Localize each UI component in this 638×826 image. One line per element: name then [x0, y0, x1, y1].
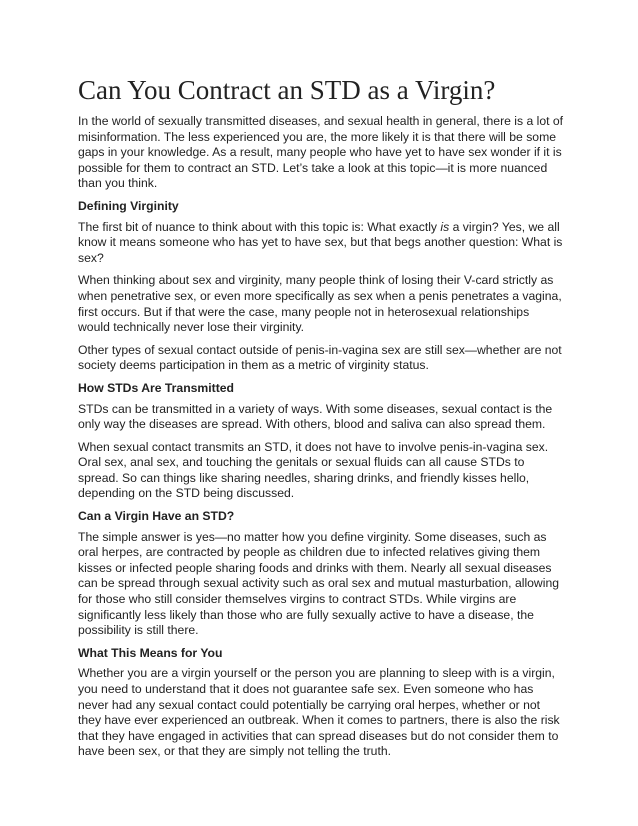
virginity-paragraph-1-start: The first bit of nuance to think about with this topic is: What exactly — [78, 219, 441, 234]
section-heading-transmission: How STDs Are Transmitted — [78, 380, 234, 395]
transmission-paragraph-1: STDs can be transmitted in a variety of ways. With some diseases, sexual contact is the only way the diseases are spread. With others, blood and saliva can also spread them. — [78, 401, 553, 432]
section-heading-virgin-std: Can a Virgin Have an STD? — [78, 509, 235, 524]
virginity-paragraph-3: Other types of sexual contact outside of penis-in-vagina sex are still sex—whether are not society deems participation in them as a metric of virginity status. — [78, 342, 562, 373]
article-title: Can You Contract an STD as a Virgin? — [78, 75, 496, 105]
article-body — [78, 74, 564, 767]
section-heading-defining-virginity: Defining Virginity — [78, 198, 179, 213]
virginity-paragraph-2: When thinking about sex and virginity, many people think of losing their V-card strictly as when penetrative sex, or even more specifically as sex when a penis penetrates a vagina, first occurs. But if that were the case, many people not in heterosexual relationships would technically never lose their virginity. — [78, 273, 562, 335]
emphasis-is: is — [440, 219, 450, 234]
intro-paragraph: In the world of sexually transmitted diseases, and sexual health in general, there is a lot of misinformation. The less experienced you are, the more likely it is that there will be some gaps in your knowledge. As a result, many people who have yet to have sex wonder if it is possible for them to contract an STD. Let’s take a look at this topic—it is more nuanced than you think. — [78, 114, 564, 191]
what-this-means-paragraph: Whether you are a virgin yourself or the person you are planning to sleep with is a virgin, you need to understand that it does not guarantee safe sex. Even someone who has never had any sexual contact could potentially be carrying oral herpes, whether or not they have ever experienced an outbreak. When it comes to partners, there is also the risk that they have engaged in activities that can spread diseases but do not consider them to have been sex, or that they are simply not telling the truth. — [78, 666, 560, 759]
transmission-paragraph-2: When sexual contact transmits an STD, it does not have to involve penis-in-vagina sex. Oral sex, anal sex, and touching the genitals or sexual fluids can all cause STDs to spread. So can things like sharing needles, sharing drinks, and friendly kisses hello, depending on the STD being discussed. — [78, 439, 549, 501]
virginity-paragraph-1-end: a virgin? Yes, we all know it means someone who has yet to have sex, but that begs another question: What is sex? — [78, 219, 563, 265]
virgin-std-paragraph: The simple answer is yes—no matter how you define virginity. Some diseases, such as oral herpes, are contracted by people as children due to infected relatives giving them kisses or infected people sharing foods and drinks with them. Nearly all sexual diseases can be spread through sexual activity such as oral sex and mutual masturbation, allowing for those who still consider themselves virgins to contract STDs. While virgins are significantly less likely than those who are fully sexually active to have a disease, the possibility is still there. — [78, 529, 559, 638]
virginity-paragraph-1 — [78, 220, 564, 267]
section-heading-what-this-means: What This Means for You — [78, 645, 223, 660]
